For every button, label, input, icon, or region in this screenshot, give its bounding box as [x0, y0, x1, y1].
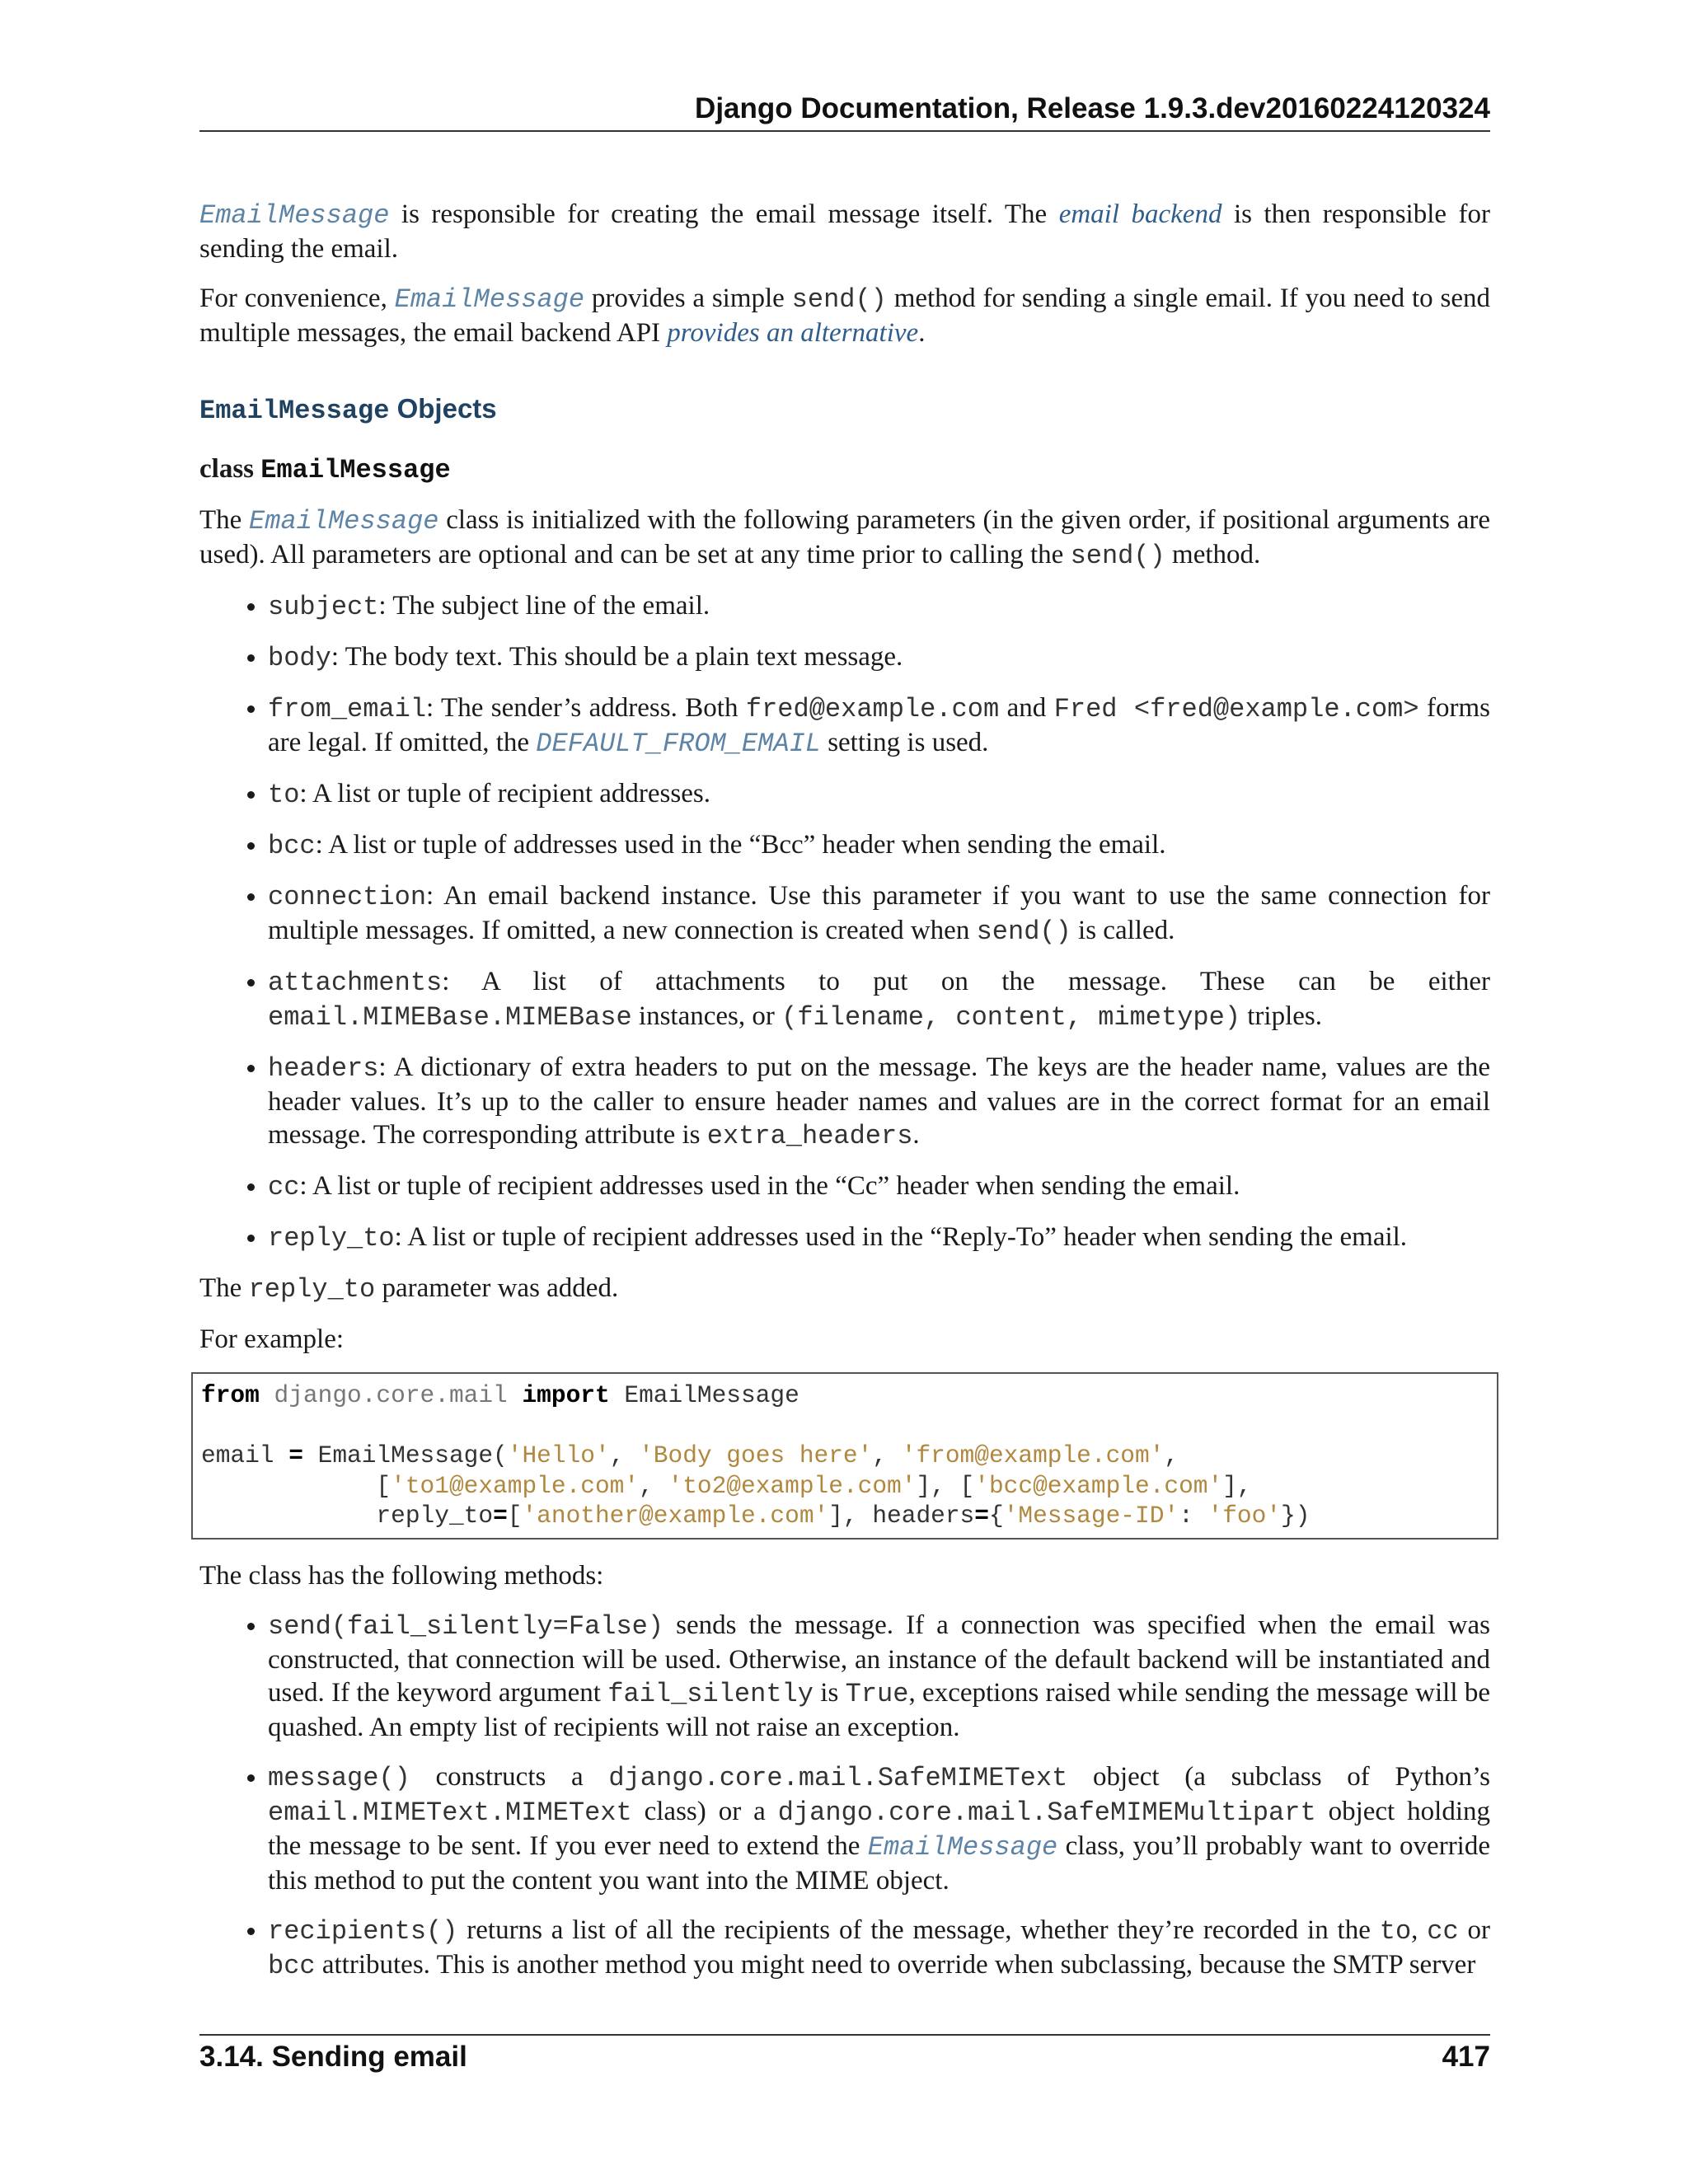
methods-intro: The class has the following methods: [199, 1560, 604, 1591]
param-headers: • headers: A dictionary of extra headers to put on the message. The keys are the header name, values are the header values. It’s up to the caller to ensure header names and values are in the correct format for an email message. The corresponding attribute is extra_headers. [268, 1051, 1490, 1153]
intro-paragraph-2: For convenience, EmailMessage provides a simple send() method for sending a single email. If you need to send multiple messages, the email backend API provides an alternative. [199, 284, 1490, 348]
param-subject: • subject: The subject line of the email. [268, 589, 1490, 624]
method-send: • send(fail_silently=False) sends the message. If a connection was specified when the email was constructed, that connection will be used. Otherwise, an instance of the default backend will be instantiated and used. If the keyword argument fail_silently is True, exceptions raised while sending the message will be quashed. An empty list of recipients will not raise an exception. [268, 1609, 1490, 1744]
parameter-list [199, 589, 1490, 1255]
param-body: • body: The body text. This should be a plain text message. [268, 640, 1490, 675]
emailmessage-link[interactable]: EmailMessage [249, 506, 439, 537]
param-bcc: • bcc: A list or tuple of addresses used in the “Bcc” header when sending the email. [268, 828, 1490, 863]
intro-paragraph-1: EmailMessage is responsible for creating the email message itself. The email backend is then responsible for sending the email. [199, 199, 1490, 264]
param-from-email: • from_email: The sender’s address. Both fred@example.com and Fred <fred@example.com> forms are legal. If omitted, the DEFAULT_FROM_EMAIL setting is used. [268, 691, 1490, 761]
param-cc: • cc: A list or tuple of recipient addresses used in the “Cc” header when sending the email. [268, 1169, 1490, 1204]
code-example[interactable]: from django.core.mail import EmailMessage email = EmailMessage('Hello', 'Body goes here', 'from@example.com', ['to1@example.com', 'to2@example.com'], ['bcc@example.com'], reply_to=['another@example.com'], headers={'Message-ID': 'foo'}) [191, 1372, 1498, 1540]
page-body [199, 198, 1490, 1999]
footer-rule [199, 2034, 1490, 2036]
section-heading: EmailMessage Objects [199, 393, 497, 426]
emailmessage-link[interactable]: EmailMessage [867, 1831, 1058, 1863]
method-message: • message() constructs a django.core.mail.SafeMIMEText object (a subclass of Python’s email.MIMEText.MIMEText class) or a django.core.mail.SafeMIMEMultipart object holding the message to be sent. If you ever need to extend the EmailMessage class, you’ll probably want to override this method to put the content you want into the MIME object. [268, 1760, 1490, 1897]
param-attachments: • attachments: A list of attachments to put on the message. These can be either email.MIMEBase.MIMEBase instances, or (filename, content, mimetype) triples. [268, 965, 1490, 1034]
example-label: For example: [199, 1324, 345, 1354]
email-backend-link[interactable]: email backend [1058, 199, 1222, 229]
inline-code: send() [791, 284, 887, 315]
param-reply-to: • reply_to: A list or tuple of recipient addresses used in the “Reply-To” header when sending the email. [268, 1221, 1490, 1255]
version-added-note: The reply_to parameter was added. [199, 1273, 619, 1305]
param-to: • to: A list or tuple of recipient addresses. [268, 777, 1490, 812]
page-number: 417 [1442, 2041, 1490, 2073]
class-description: The EmailMessage class is initialized with the following parameters (in the given order, if positional arguments are used). All parameters are optional and can be set at any time prior to calling the send() method. [199, 505, 1490, 571]
class-signature: class EmailMessage [199, 454, 451, 485]
footer-section-title: 3.14. Sending email [199, 2041, 467, 2073]
method-list [199, 1609, 1490, 1983]
default-from-email-link[interactable]: DEFAULT_FROM_EMAIL [536, 729, 821, 759]
document-page [199, 0, 1490, 2184]
provides-alternative-link[interactable]: provides an alternative [667, 318, 919, 348]
param-connection: • connection: An email backend instance. Use this parameter if you want to use the same connection for multiple messages. If omitted, a new connection is created when send() is called. [268, 879, 1490, 949]
running-header: Django Documentation, Release 1.9.3.dev20160224120324 [695, 92, 1490, 124]
emailmessage-link[interactable]: EmailMessage [199, 200, 390, 231]
header-rule [199, 130, 1490, 132]
emailmessage-link[interactable]: EmailMessage [394, 284, 585, 315]
method-recipients: • recipients() returns a list of all the recipients of the message, whether they’re recorded in the to, cc or bcc attributes. This is another method you might need to override when subclassing, because the SMTP server [268, 1914, 1490, 1983]
